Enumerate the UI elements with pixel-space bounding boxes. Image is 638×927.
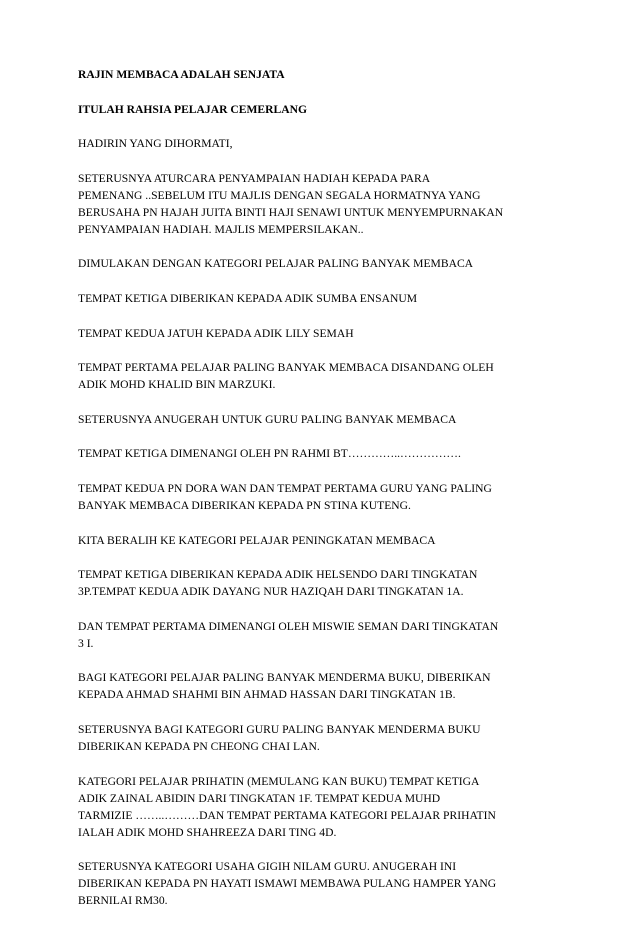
document-subtitle: ITULAH RAHSIA PELAJAR CEMERLANG	[78, 102, 308, 116]
paragraph-teacher-effort: SETERUSNYA KATEGORI USAHA GIGIH NILAM GURU. ANUGERAH INI DIBERIKAN KEPADA PN HAYATI ISMAWI MEMBAWA PULANG HAMPER YANG BERNILAI RM30.	[78, 860, 497, 908]
paragraph-greeting: HADIRIN YANG DIHORMATI,	[78, 137, 233, 151]
paragraph-category-student-reading: DIMULAKAN DENGAN KATEGORI PELAJAR PALING BANYAK MEMBACA	[78, 257, 474, 271]
paragraph-third-place-teacher: TEMPAT KETIGA DIMENANGI OLEH PN RAHMI BT…………..…………….	[78, 447, 461, 461]
paragraph-student-book-donation: BAGI KATEGORI PELAJAR PALING BANYAK MENDERMA BUKU, DIBERIKAN KEPADA AHMAD SHAHMI BIN AHMAD HASSAN DARI TINGKATAN 1B.	[78, 671, 491, 702]
paragraph-teacher-book-donation: SETERUSNYA BAGI KATEGORI GURU PALING BANYAK MENDERMA BUKU DIBERIKAN KEPADA PN CHEONG CHAI LAN.	[78, 722, 481, 753]
paragraph-caring-student: KATEGORI PELAJAR PRIHATIN (MEMULANG KAN BUKU) TEMPAT KETIGA ADIK ZAINAL ABIDIN DARI TINGKATAN 1F. TEMPAT KEDUA MUHD TARMIZIE ……..………DAN TEMPAT PERTAMA KATEGORI PELAJAR PRIHATIN IALAH ADIK MOHD SHAHREEZA DARI TING 4D.	[78, 774, 496, 839]
paragraph-first-place-student: TEMPAT PERTAMA PELAJAR PALING BANYAK MEMBACA DISANDANG OLEH ADIK MOHD KHALID BIN MARZUKI.	[78, 361, 494, 392]
paragraph-category-teacher-reading: SETERUSNYA ANUGERAH UNTUK GURU PALING BANYAK MEMBACA	[78, 412, 457, 426]
paragraph-introduction: SETERUSNYA ATURCARA PENYAMPAIAN HADIAH KEPADA PARA PEMENANG ..SEBELUM ITU MAJLIS DENGAN SEGALA HORMATNYA YANG BERUSAHA PN HAJAH JUITA BINTI HAJI SENAWI UNTUK MENYEMPURNAKAN PENYAMPAIAN HADIAH. MAJLIS MEMPERSILAKAN..	[78, 171, 504, 236]
paragraph-improvement-first: DAN TEMPAT PERTAMA DIMENANGI OLEH MISWIE SEMAN DARI TINGKATAN 3 I.	[78, 619, 499, 650]
paragraph-second-place-student: TEMPAT KEDUA JATUH KEPADA ADIK LILY SEMAH	[78, 326, 354, 340]
document-body	[78, 66, 578, 927]
paragraph-third-place-student: TEMPAT KETIGA DIBERIKAN KEPADA ADIK SUMBA ENSANUM	[78, 291, 418, 305]
paragraph-top-teachers: TEMPAT KEDUA PN DORA WAN DAN TEMPAT PERTAMA GURU YANG PALING BANYAK MEMBACA DIBERIKAN KEPADA PN STINA KUTENG.	[78, 481, 492, 512]
paragraph-category-reading-improvement: KITA BERALIH KE KATEGORI PELAJAR PENINGKATAN MEMBACA	[78, 533, 436, 547]
document-title: RAJIN MEMBACA ADALAH SENJATA	[78, 68, 285, 81]
paragraph-improvement-third-second: TEMPAT KETIGA DIBERIKAN KEPADA ADIK HELSENDO DARI TINGKATAN 3P.TEMPAT KEDUA ADIK DAYANG NUR HAZIQAH DARI TINGKATAN 1A.	[78, 568, 478, 599]
